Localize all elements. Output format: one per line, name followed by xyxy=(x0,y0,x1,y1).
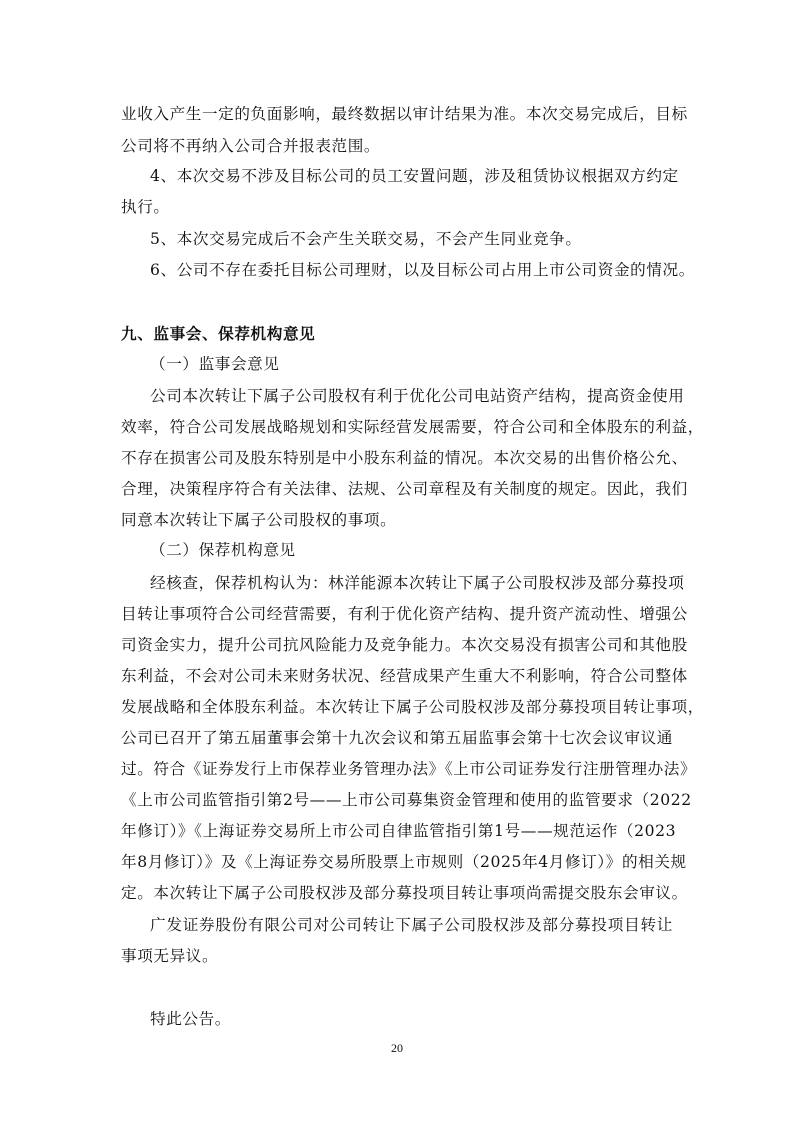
paragraph-line: 东利益，不会对公司未来财务状况、经营成果产生重大不利影响，符合公司整体 xyxy=(121,667,688,685)
section-heading: 九、监事会、保荐机构意见 xyxy=(121,324,316,343)
paragraph-line: 公司本次转让下属子公司股权有利于优化公司电站资产结构，提高资金使用 xyxy=(150,387,685,405)
paragraph-line: 合理，决策程序符合有关法律、法规、公司章程及有关制度的规定。因此，我们 xyxy=(121,480,688,498)
paragraph-line: 年8月修订）》及《上海证券交易所股票上市规则（2025年4月修订）》的相关规 xyxy=(121,853,687,871)
paragraph-line: 目转让事项符合公司经营需要，有利于优化资产结构、提升资产流动性、增强公 xyxy=(121,605,688,623)
paragraph-line: 执行。 xyxy=(121,198,170,216)
page-number: 20 xyxy=(391,1041,403,1055)
paragraph-line: 业收入产生一定的负面影响，最终数据以审计结果为准。本次交易完成后，目标 xyxy=(121,105,688,123)
paragraph-line: 6、公司不存在委托目标公司理财，以及目标公司占用上市公司资金的情况。 xyxy=(150,261,695,279)
paragraph-line: 过。符合《证券发行上市保荐业务管理办法》《上市公司证券发行注册管理办法》 xyxy=(121,760,697,778)
closing-text: 特此公告。 xyxy=(150,1010,231,1028)
paragraph-line: 公司已召开了第五届董事会第十九次会议和第五届监事会第十七次会议审议通 xyxy=(121,729,673,747)
paragraph-line: 定。本次转让下属子公司股权涉及部分募投项目转让事项尚需提交股东会审议。 xyxy=(121,884,688,902)
paragraph-line: 《上市公司监管指引第2号——上市公司募集资金管理和使用的监管要求（2022 xyxy=(121,791,692,809)
paragraph-line: 4、本次交易不涉及目标公司的员工安置问题，涉及租赁协议根据双方约定 xyxy=(150,167,679,185)
subsection-heading: （一）监事会意见 xyxy=(150,355,280,373)
paragraph-line: 年修订）》《上海证券交易所上市公司自律监管指引第1号——规范运作（2023 xyxy=(121,822,677,840)
paragraph-line: 5、本次交易完成后不会产生关联交易，不会产生同业竞争。 xyxy=(150,230,582,248)
paragraph-line: 司资金实力，提升公司抗风险能力及竞争能力。本次交易没有损害公司和其他股 xyxy=(121,636,688,654)
paragraph-line: 经核查，保荐机构认为：林洋能源本次转让下属子公司股权涉及部分募投项 xyxy=(150,574,685,592)
paragraph-line: 公司将不再纳入公司合并报表范围。 xyxy=(121,137,381,155)
paragraph-line: 发展战略和全体股东利益。本次转让下属子公司股权涉及部分募投项目转让事项， xyxy=(121,698,704,716)
paragraph-line: 效率，符合公司发展战略规划和实际经营发展需要，符合公司和全体股东的利益， xyxy=(121,418,704,436)
paragraph-line: 同意本次转让下属子公司股权的事项。 xyxy=(121,511,397,529)
paragraph-line: 事项无异议。 xyxy=(121,947,219,965)
paragraph-line: 不存在损害公司及股东特别是中小股东利益的情况。本次交易的出售价格公允、 xyxy=(121,449,688,467)
subsection-heading: （二）保荐机构意见 xyxy=(150,541,296,559)
paragraph-line: 广发证券股份有限公司对公司转让下属子公司股权涉及部分募投项目转让 xyxy=(150,916,673,934)
